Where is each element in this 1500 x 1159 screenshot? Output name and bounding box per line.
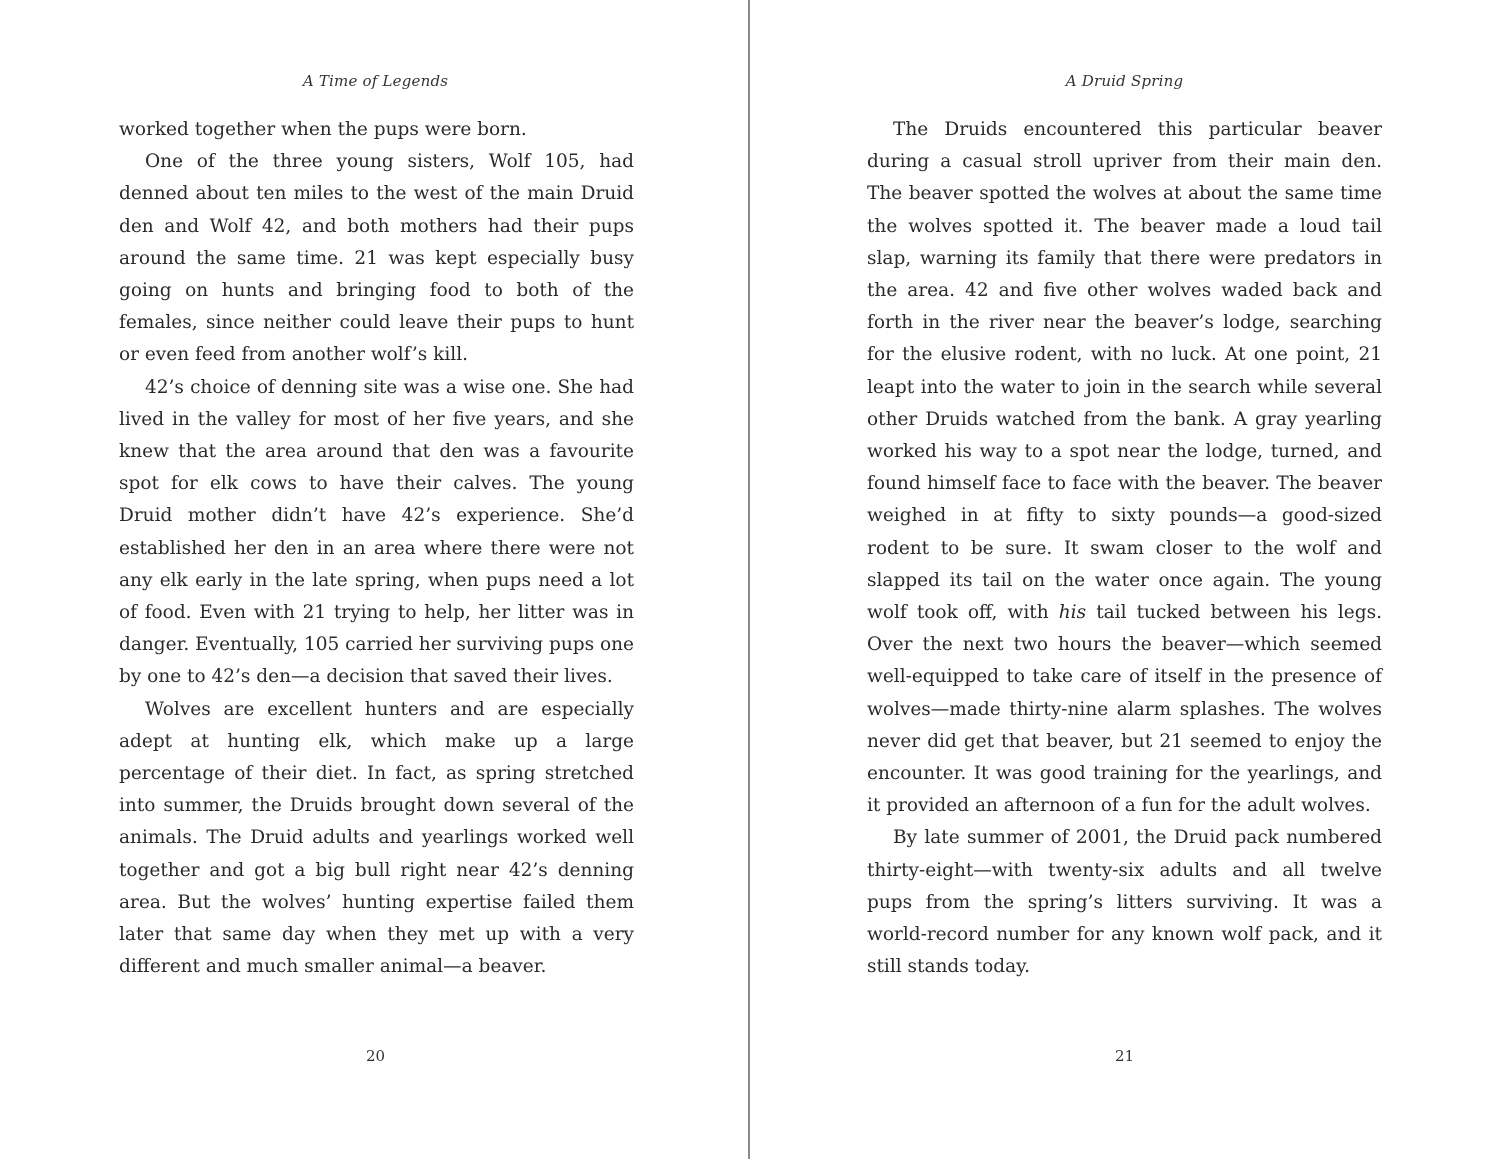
paragraph: [867, 114, 1382, 822]
running-head-right: A Druid Spring: [1065, 72, 1184, 90]
italic-word: his: [1058, 602, 1087, 624]
body-text-right: [867, 114, 1382, 983]
paragraph-text: The Druids encountered this particular beaver during a casual stroll upriver from their main den. The beaver spotted the wolves at about the same time the wolves spotted it. The beaver made a loud tail slap, warning its family that there were predators in the area. 42 and five other wolves waded back and forth in the river near the beaver’s lodge, searching for the elusive rodent, with no luck. At one point, 21 leapt into the water to join in the search while several other Druids watched from the bank. A gray yearling worked his way to a spot near the lodge, turned, and found himself face to face with the beaver. The beaver weighed in at fifty to sixty pounds—a good-sized rodent to be sure. It swam closer to the wolf and slapped its tail on the water once again. The young wolf took off, with: [867, 119, 1382, 624]
paragraph: One of the three young sisters, Wolf 105, had denned about ten miles to the west of the main Druid den and Wolf 42, and both mothers had their pups around the same time. 21 was kept especially busy going on hunts and bringing food to both of the females, since neither could leave their pups to hunt or even feed from another wolf’s kill.: [119, 151, 634, 366]
page-number-right: 21: [1114, 1047, 1135, 1065]
body-text-left: [119, 114, 634, 983]
page-number-left: 20: [365, 1047, 386, 1065]
paragraph: By late summer of 2001, the Druid pack numbered thirty-eight—with twenty-six adults and all twelve pups from the spring’s litters surviving. It was a world-record number for any known wolf pack, and it still stands today.: [867, 827, 1382, 978]
paragraph: worked together when the pups were born.: [119, 119, 527, 140]
left-page: [0, 0, 748, 1159]
paragraph: Wolves are excellent hunters and are especially adept at hunting elk, which make up a large percentage of their diet. In fact, as spring stretched into summer, the Druids brought down several of the animals. The Druid adults and yearlings worked well together and got a big bull right near 42’s denning area. But the wolves’ hunting expertise failed them later that same day when they met up with a very different and much smaller animal—a beaver.: [119, 698, 634, 978]
paragraph-text: tail tucked between his legs. Over the next two hours the beaver—which seemed well-equipped to take care of itself in the presence of wolves—made thirty-nine alarm splashes. The wolves never did get that beaver, but 21 seemed to enjoy the encounter. It was good training for the yearlings, and it provided an afternoon of a fun for the adult wolves.: [867, 602, 1382, 817]
right-page: [750, 0, 1500, 1159]
running-head-left: A Time of Legends: [302, 72, 449, 90]
paragraph: 42’s choice of denning site was a wise one. She had lived in the valley for most of her five years, and she knew that the area around that den was a favourite spot for elk cows to have their calves. The young Druid mother didn’t have 42’s experience. She’d established her den in an area where there were not any elk early in the late spring, when pups need a lot of food. Even with 21 trying to help, her litter was in danger. Eventually, 105 carried her surviving pups one by one to 42’s den—a decision that saved their lives.: [119, 376, 634, 688]
